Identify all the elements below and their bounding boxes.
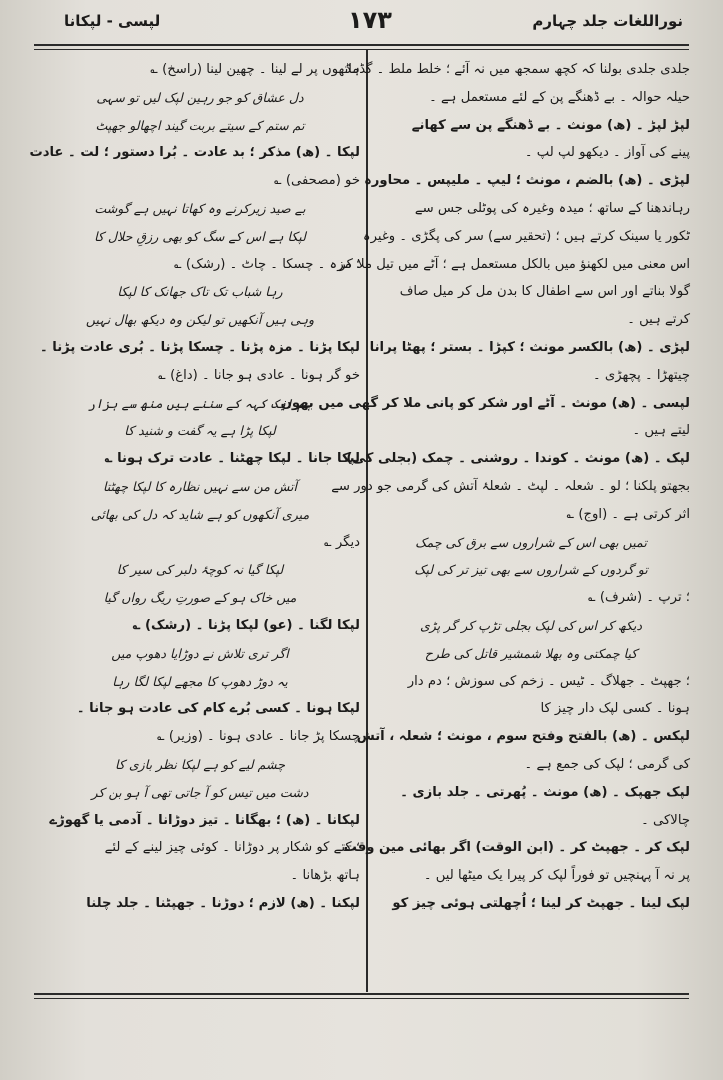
right-line: چیتھڑا ۔ پچھڑی ۔ — [592, 367, 690, 383]
right-line: ؛ ترپ ۔ (شرف) ؎ — [587, 590, 690, 606]
footer-rule-top — [34, 993, 689, 995]
page-header — [34, 0, 689, 44]
headword-entry: لپک ۔ (ھ) مونث ۔ کوندا ۔ روشنی ۔ چمک (بجلی کی) — [346, 451, 690, 467]
headword-entry: لپکا ۔ (ھ) مذکر ؛ بد عادت ۔ بُرا دستور ؛ لت ۔ عادت — [29, 145, 360, 161]
headword-entry: لپک جھپک ۔ (ھ) مونث ۔ پُھرتی ۔ جلد بازی ۔ — [400, 784, 690, 800]
left-line: ؛ کتے کو شکار پر دوڑانا ۔ کوئی چیز لینے کے لئے — [104, 840, 360, 856]
right-line: گولا بناتے اور اس سے اطفال کا بدن مل کر میل صاف — [399, 284, 690, 300]
verse-line: میں خاک ہو کے صورتِ ریگ رواں گیا — [103, 590, 297, 606]
verse-line: یہ دوڑ دھوپ کا مجھے لپکا لگا رہا — [112, 673, 288, 689]
headword-entry: لپکا ہونا ۔ کسی بُرے کام کی عادت ہو جانا ۔ — [76, 701, 360, 717]
verse-line: تم ستم کے سیتے بربت گیند اچھالو جھپٹ — [95, 117, 305, 133]
headword-entry: لپکا جانا ۔ لپکا چھٹنا ۔ عادت ترک ہونا ؎ — [104, 451, 360, 467]
right-line: اثر کرتی ہے ۔ (اوج) ؎ — [566, 506, 690, 522]
left-line: ہاتھ بڑھانا ۔ — [290, 868, 360, 884]
verse-line: وہی ہیں آنکھیں تو لیکن وہ دیکھ بھال نہیں — [85, 312, 315, 328]
right-line: حیلہ حوالہ ۔ بے ڈھنگے پن کے لئے مستعمل ہے ۔ — [429, 89, 690, 105]
right-line: ٹکور یا سینک کرتے ہیں ؛ (تحقیر سے) سر کی پگڑی ۔ وغیرہ — [362, 228, 690, 244]
right-line: ہونا ۔ کسی لپک دار چیز کا — [540, 701, 690, 717]
headword-entry: لپڑی ۔ (ھ) بالضم ، مونث ؛ لیپ ۔ ملیپس ۔ محاورہ — [364, 173, 690, 189]
verse-line: لپکا ہے اس کے سگ کو بھی رزقِ حلال کا — [94, 228, 306, 244]
headword-entry: لپکا لگنا ۔ (عو) لپکا پڑنا ۔ (رشک) ؎ — [132, 617, 360, 633]
right-line: رہاندھنا کے ساتھ ؛ میدہ وغیرہ کی پوٹلی جس سے — [414, 200, 690, 216]
headword-entry: لپکانا ۔ (ھ) ؛ بھگانا ۔ تیز دوڑانا ۔ آدمی یا گھوڑے — [49, 812, 360, 828]
verse-line: بے صید زیرکرنے وہ کھاتا نہیں ہے گوشت — [94, 200, 306, 216]
left-line: ہاتھوں پر لے لینا ۔ چھین لینا (راسخ) ؎ — [150, 62, 360, 77]
left-line: خو (مصحفی) ؎ — [273, 173, 360, 189]
left-line: خو گر ہونا ۔ عادی ہو جانا ۔ (داغ) ؎ — [158, 367, 360, 383]
book-title: نوراللغات جلد چہارم — [532, 12, 683, 30]
headword-entry: لپسی ۔ (ھ) مونث ۔ آٹے اور شکر کو پانی ملا کر گھی میں بھون — [280, 395, 690, 411]
header-rule-bottom — [34, 49, 689, 50]
verse-line: تمیں بھی اس کے شراروں سے برق کی چمک — [415, 534, 647, 550]
verse-line: دشت میں تیس کو آ جاتی تھی آ ہو بن کر — [91, 784, 309, 800]
right-line: اس معنی میں لکھنؤ میں بالکل مستعمل ہے ؛ آٹے میں تیل ملا کر — [339, 256, 690, 272]
page-number: ١٧٣ — [348, 6, 392, 34]
right-line: جلدی جلدی بولنا کہ کچھ سمجھ میں نہ آئے ؛ خلط ملط ۔ گڈمڈ — [345, 62, 690, 77]
verse-line: آتش من سے نہیں نظارہ کا لپکا چھٹتا — [102, 478, 298, 494]
right-line: پینے کی آواز ۔ دیکھو لپ لپ ۔ — [524, 145, 690, 161]
verse-line: کیا چمکتی وہ بھلا شمشیر قاتل کی طرح — [424, 645, 638, 661]
verse-line: ہم ایک کہہ کے سننے ہیں منھ سے ہزار — [88, 395, 312, 411]
verse-line: اگر تری تلاش نے دوڑایا دھوپ میں — [111, 645, 289, 661]
right-line: لیتے ہیں ۔ — [632, 423, 690, 439]
verse-line: رہا شباب تک تاک جھانک کا لپکا — [117, 284, 283, 300]
headword-entry: لپک لینا ۔ جھپٹ کر لینا ؛ اُچھلتی ہوئی چیز کو — [392, 895, 690, 911]
right-line: ؛ جھپٹ ۔ جھلاگ ۔ ٹیس ۔ زخم کی سوزش ؛ دم دار — [407, 673, 690, 689]
headword-entry: لپکس ۔ (ھ) بالفتح وفتح سوم ، مونث ؛ شعلہ ، آتش — [356, 729, 690, 745]
left-line: دیگر ؎ — [323, 534, 360, 550]
right-line: پر نہ آ پہنچیں تو فوراً لپک کر پیرا یک میٹھا لیں ۔ — [423, 868, 690, 884]
left-line: چسکا پڑ جانا ۔ عادی ہونا ۔ (وزیر) ؎ — [156, 729, 360, 745]
verse-line: چشم لیے کو ہے لپکا نظر بازی کا — [114, 756, 286, 772]
verse-line: تو گردوں کے شراروں سے بھی تیز تر کی لپک — [414, 562, 648, 578]
headword-entry: لپک کر ۔ جھپٹ کر ۔ (ابن الوقت) اگر بھائی مین وقت — [343, 840, 690, 856]
headword-entry: لپڑی ۔ (ھ) بالکسر مونث ؛ کپڑا ۔ بستر ؛ پھٹا پرانا — [369, 339, 690, 355]
verse-line: دیکھ کر اس کی لپک بجلی تڑپ کر گر پڑی — [419, 617, 643, 633]
headword-entry: لپڑ لپڑ ۔ (ھ) مونث ۔ بے ڈھنگے پن سے کھانے — [411, 117, 690, 133]
verse-line: میری آنکھوں کو ہے شاید کہ دل کی بھائی — [90, 506, 310, 522]
verse-line: دل عشاق کو جو رہین لپک لیں تو سہی — [96, 89, 304, 105]
right-line: چالاکی ۔ — [641, 812, 690, 828]
headword-entry: لپکنا ۔ (ھ) لازم ؛ دوڑنا ۔ جھپٹنا ۔ جلد چلنا — [86, 895, 360, 911]
verse-line: لپکا گیا نہ کوچۂ دلبر کی سیر کا — [116, 562, 284, 578]
left-column — [29, 56, 360, 986]
right-line: کی گرمی ؛ لپک کی جمع ہے ۔ — [524, 756, 690, 772]
verse-line: لپکا پڑا ہے یہ گفت و شنید کا — [124, 423, 276, 439]
section-range: لپسی - لپکانا — [64, 12, 161, 30]
right-line: بجھتو پلکنا ؛ لو ۔ شعلہ ۔ لپٹ ۔ شعلۂ آتش کی گرمی جو دور سے — [331, 478, 690, 494]
headword-entry: لپکا پڑنا ۔ مزہ پڑنا ۔ چسکا پڑنا ۔ بُری عادت پڑنا ۔ — [39, 339, 360, 355]
header-rule-top — [34, 44, 689, 46]
left-line: ؛ مزہ ۔ چسکا ۔ چاٹ ۔ (رشک) ؎ — [173, 256, 360, 272]
footer-rule-bottom — [34, 998, 689, 999]
right-line: کرتے ہیں ۔ — [627, 312, 690, 328]
